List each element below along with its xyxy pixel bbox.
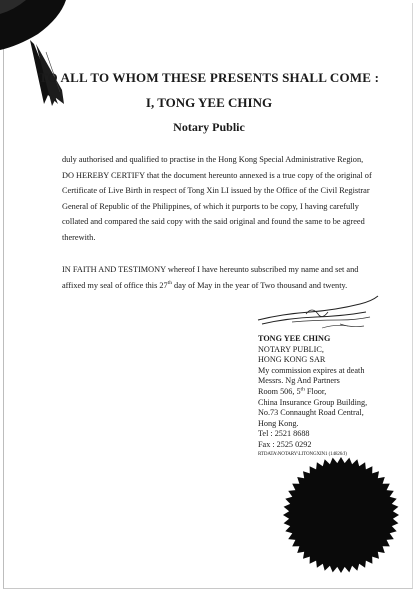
notary-title: NOTARY PUBLIC, <box>258 344 324 354</box>
certification-paragraph <box>62 152 392 246</box>
notary-embossed-seal <box>280 456 402 574</box>
handwritten-signature <box>252 290 382 338</box>
date-text-after: day of May in the year of Two thousand and twenty. <box>171 280 348 290</box>
ordinal-suffix: th <box>300 386 305 393</box>
notary-name: TONG YEE CHING <box>258 334 331 343</box>
address-building: China Insurance Group Building, <box>258 397 368 407</box>
date-text-before: affixed my seal of office this 27 <box>62 280 168 290</box>
paragraph-line: duly authorised and qualified to practise in the Hong Kong Special Administrative Region, <box>62 155 364 164</box>
firm-name: Messrs. Ng And Partners <box>258 376 340 386</box>
paragraph-line: IN FAITH AND TESTIMONY whereof I have hereunto subscribed my name and set and <box>62 265 359 274</box>
address-city: Hong Kong. <box>258 418 299 428</box>
file-reference: RTDATA\NOTARY\LITONGXIN1 (14826/J) <box>258 451 347 457</box>
address-room <box>258 387 367 398</box>
notary-title-heading: Notary Public <box>173 120 245 134</box>
notary-signature-block <box>258 334 367 459</box>
telephone: Tel : 2521 8688 <box>258 429 310 439</box>
ordinal-suffix: th <box>167 279 172 286</box>
testimony-paragraph <box>62 262 392 293</box>
document-heading: TO ALL TO WHOM THESE PRESENTS SHALL COME : <box>38 70 380 85</box>
address-room-after: Floor, <box>304 386 327 396</box>
wax-seal-with-ribbon <box>0 0 100 110</box>
paragraph-line: DO HEREBY CERTIFY that the document hereunto annexed is a true copy of the original of <box>62 170 372 180</box>
commission-note: My commission expires at death <box>258 365 365 375</box>
notary-name-heading: I, TONG YEE CHING <box>145 95 273 110</box>
address-room-before: Room 506, 5 <box>258 386 301 396</box>
fax: Fax : 2525 0292 <box>258 439 312 449</box>
notary-jurisdiction: HONG KONG SAR <box>258 355 326 365</box>
address-street: No.73 Connaught Road Central, <box>258 408 364 418</box>
paragraph-line: therewith. <box>62 232 96 242</box>
paragraph-line: collated and compared the said copy with the said original and found the same to be agreed <box>62 217 365 227</box>
paragraph-line: Certificate of Live Birth in respect of Tong Xin LI issued by the Office of the Civil Registrar <box>62 186 370 196</box>
paragraph-line: General of Republic of the Philippines, of which it purports to be copy, I having carefully <box>62 201 359 211</box>
